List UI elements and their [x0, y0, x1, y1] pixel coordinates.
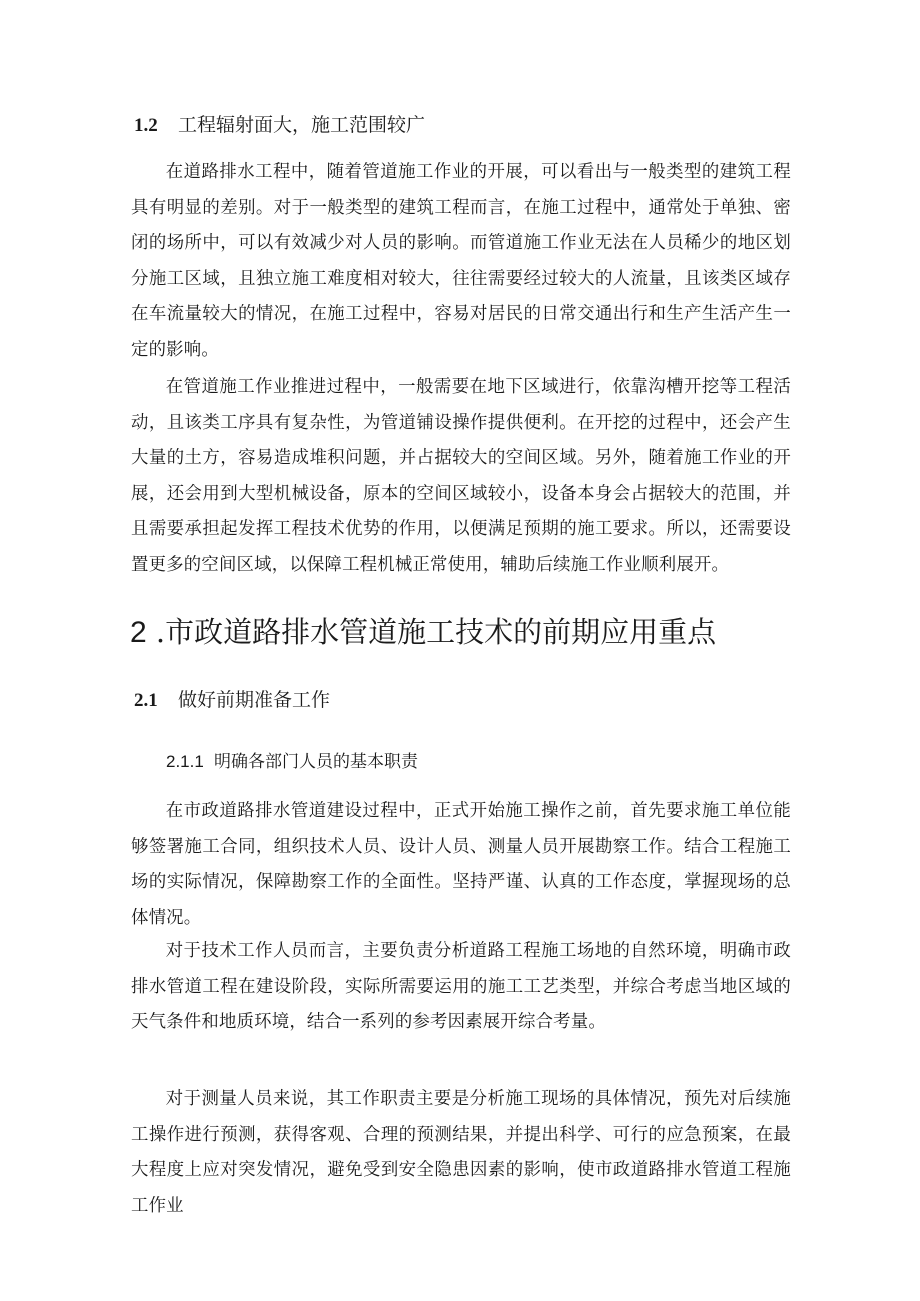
- section-title: 工程辐射面大，施工范围较广: [178, 114, 426, 136]
- subsection-heading-2-1-1: [166, 750, 418, 774]
- paragraph: 对于技术工作人员而言，主要负责分析道路工程施工场地的自然环境，明确市政排水管道工程在建设阶段，实际所需要运用的施工工艺类型，并综合考虑当地区域的天气条件和地质环境，结合一系列的参考因素展开综合考量。: [131, 941, 791, 1032]
- subsection-title: 明确各部门人员的基本职责: [214, 752, 418, 772]
- paragraph: 在市政道路排水管道建设过程中，正式开始施工操作之前，首先要求施工单位能够签署施工合同，组织技术人员、设计人员、测量人员开展勘察工作。结合工程施工场的实际情况，保障勘察工作的全面性。坚持严谨、认真的工作态度，掌握现场的总体情况。: [131, 801, 791, 928]
- section-number: 2.1: [134, 690, 158, 711]
- section-heading-2-1: [134, 687, 330, 714]
- section-heading-1-2: [134, 112, 425, 139]
- subsection-number: 2.1.1: [166, 752, 204, 771]
- paragraph: 在道路排水工程中，随着管道施工作业的开展，可以看出与一般类型的建筑工程具有明显的差别。对于一般类型的建筑工程而言，在施工过程中，通常处于单独、密闭的场所中，可以有效减少对人员的影响。而管道施工作业无法在人员稀少的地区划分施工区域，且独立施工难度相对较大，往往需要经过较大的人流量，且该类区域存在车流量较大的情况，在施工过程中，容易对居民的日常交通出行和生产生活产生一定的影响。: [131, 162, 791, 360]
- chapter-number: 2: [130, 616, 147, 649]
- paragraph: 对于测量人员来说，其工作职责主要是分析施工现场的具体情况，预先对后续施工操作进行预测，获得客观、合理的预测结果，并提出科学、可行的应急预案，在最大程度上应对突发情况，避免受到安全隐患因素的影响，使市政道路排水管道工程施工作业: [131, 1089, 791, 1216]
- chapter-title: .市政道路排水管道施工技术的前期应用重点: [155, 615, 717, 649]
- section-number: 1.2: [134, 115, 158, 136]
- paragraph: 在管道施工作业推进过程中，一般需要在地下区域进行，依靠沟槽开挖等工程活动，且该类工序具有复杂性，为管道铺设操作提供便利。在开挖的过程中，还会产生大量的土方，容易造成堆积问题，并占据较大的空间区域。另外，随着施工作业的开展，还会用到大型机械设备，原本的空间区域较小，设备本身会占据较大的范围，并且需要承担起发挥工程技术优势的作用，以便满足预期的施工要求。所以，还需要设置更多的空间区域，以保障工程机械正常使用，辅助后续施工作业顺利展开。: [131, 377, 791, 575]
- chapter-heading-2: [130, 612, 716, 653]
- section-title: 做好前期准备工作: [178, 689, 331, 711]
